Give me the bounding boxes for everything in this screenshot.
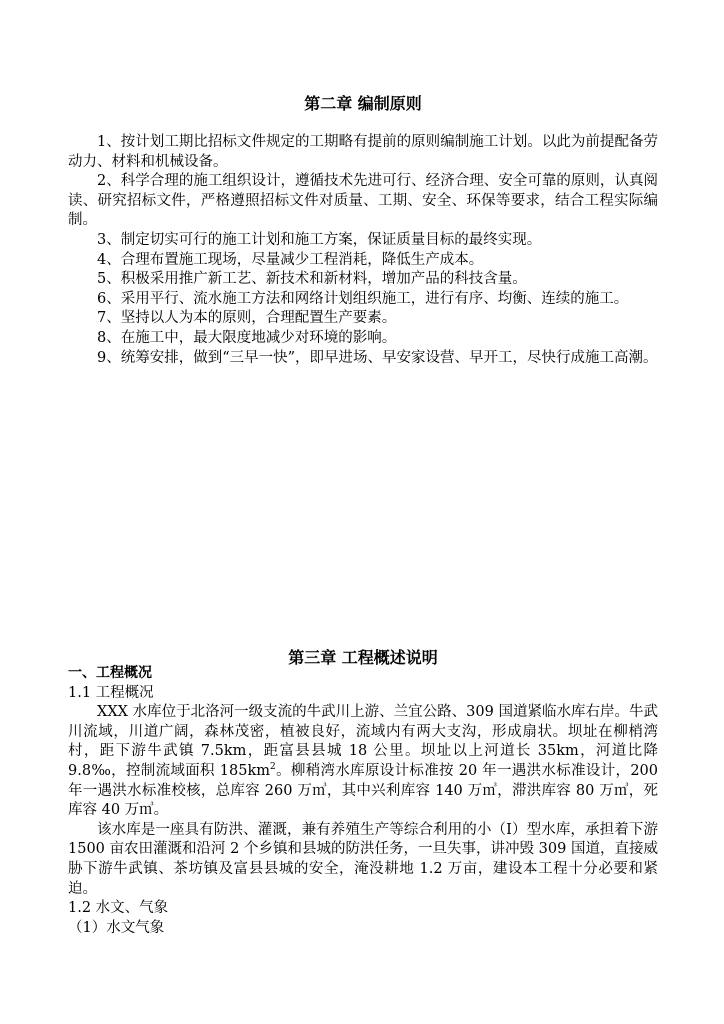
chapter-3-body [68, 664, 658, 938]
principle-item-4: 4、合理布置施工现场，尽量减少工程消耗，降低生产成本。 [97, 251, 484, 268]
chapter-3-title: 第三章 工程概述说明 [288, 648, 438, 667]
section-heading-overview: 一、工程概况 [68, 665, 152, 681]
overview-paragraph-1-text-a: XXX 水库位于北洛河一级支流的牛武川上游、兰宜公路、309 国道紧临水库右岸。牛武川流域，川道广阔，森林茂密，植被良好，流域内有两大支沟，形成扇状。坝址在柳梢湾村，距下游牛武镇 7.5km，距富县县城 18 公里。坝址以上河道长 35km，河道比降 9.8‰，控制流域面积 185km [68, 704, 658, 779]
subsection-1-2-1-heading: （1）水文气象 [68, 919, 165, 936]
principle-item-3: 3、制定切实可行的施工计划和施工方案，保证质量目标的最终实现。 [97, 231, 542, 248]
principle-item-6: 6、采用平行、流水施工方法和网络计划组织施工，进行有序、均衡、连续的施工。 [97, 290, 629, 307]
principle-item-1: 1、按计划工期比招标文件规定的工期略有提前的原则编制施工计划。以此为前提配备劳动力、材料和机械设备。 [68, 134, 658, 170]
chapter-2-title: 第二章 编制原则 [304, 94, 422, 113]
principle-item-2: 2、科学合理的施工组织设计，遵循技术先进可行、经济合理、安全可靠的原则，认真阅读、研究招标文件，严格遵照招标文件对质量、工期、安全、环保等要求，结合工程实际编制。 [68, 173, 658, 229]
principle-item-7: 7、坚持以人为本的原则，合理配置生产要素。 [97, 310, 397, 327]
principle-item-9: 9、统筹安排，做到“三早一快”，即早进场、早安家设营、早开工，尽快行成施工高潮。 [97, 349, 658, 366]
subsection-1-1-heading: 1.1 工程概况 [68, 684, 154, 701]
overview-paragraph-1-text-b: 。柳稍湾水库原设计标准按 20 年一遇洪水标准设计，200 年一遇洪水标准校核，总库容 260 万㎥，其中兴利库容 140 万㎥，滞洪库容 80 万㎥，死库容 40 万㎥。 [68, 762, 659, 819]
overview-paragraph-1 [68, 703, 658, 821]
principle-item-8: 8、在施工中，最大限度地减少对环境的影响。 [97, 329, 397, 346]
superscript-2: 2 [270, 762, 276, 773]
chapter-2-body [68, 133, 658, 368]
overview-paragraph-2: 该水库是一座具有防洪、灌溉，兼有养殖生产等综合利用的小（I）型水库，承担着下游 1500 亩农田灌溉和沿河 2 个乡镇和县城的防洪任务，一旦失事，讲冲毁 309 国道，直接威胁下游牛武镇、茶坊镇及富县县城的安全，淹没耕地 1.2 万亩，建设本工程十分必要和紧迫。 [68, 821, 658, 897]
subsection-1-2-heading: 1.2 水文、气象 [68, 900, 169, 917]
principle-item-5: 5、积极采用推广新工艺、新技术和新材料，增加产品的科技含量。 [97, 271, 527, 288]
